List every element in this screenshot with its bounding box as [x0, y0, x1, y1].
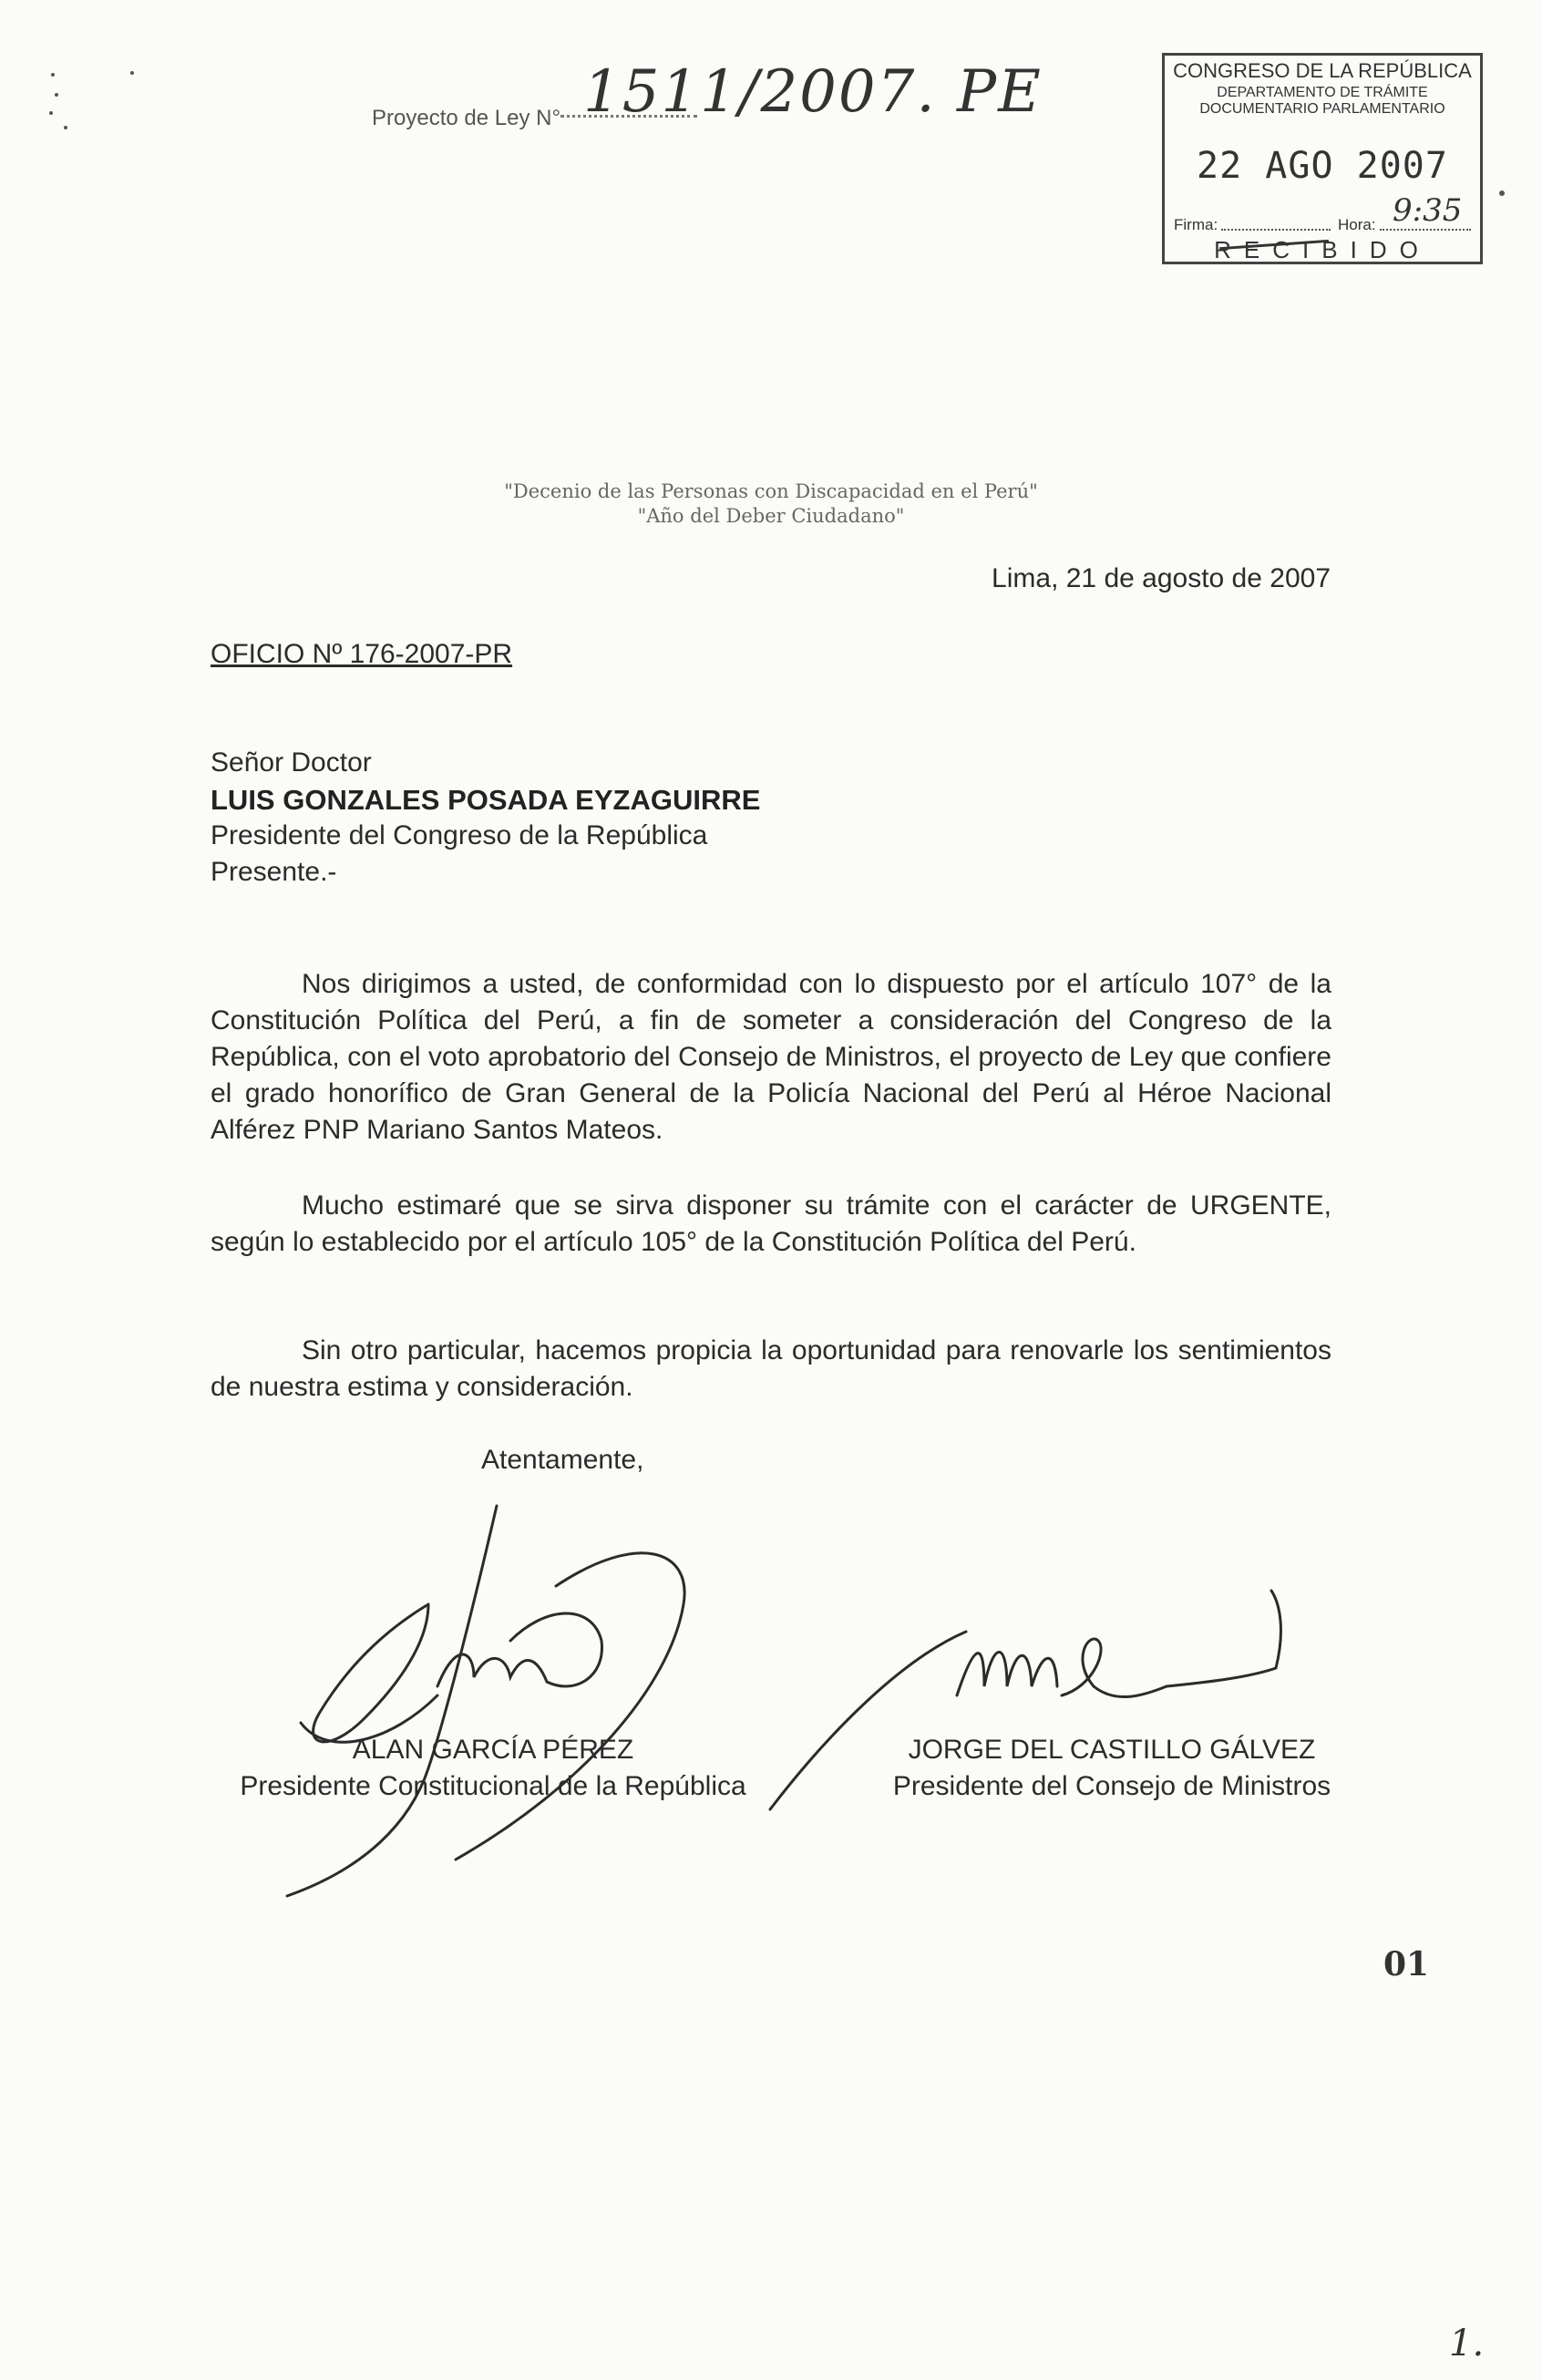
- oficio-number: OFICIO Nº 176-2007-PR: [211, 639, 513, 669]
- page-number: 01: [1383, 1945, 1430, 1983]
- motto-decenio: "Decenio de las Personas con Discapacidad en el Perú": [504, 480, 1038, 502]
- motto-ano: "Año del Deber Ciudadano": [637, 505, 905, 527]
- place-date: Lima, 21 de agosto de 2007: [992, 563, 1331, 593]
- stamp-firma-label: Firma:: [1174, 216, 1218, 233]
- stamp-date: 22 AGO 2007: [1197, 145, 1448, 187]
- salutation: Señor Doctor: [211, 747, 372, 778]
- presente-line: Presente.-: [211, 857, 337, 887]
- speck: [55, 93, 58, 97]
- speck: [64, 126, 67, 129]
- folio-mark: 1.: [1449, 2323, 1485, 2365]
- speck: [1499, 191, 1505, 196]
- speck: [130, 71, 134, 75]
- stamp-hora-label: Hora:: [1338, 216, 1376, 233]
- signer-left-name: ALAN GARCÍA PÉREZ: [352, 1735, 634, 1765]
- closing: Atentamente,: [481, 1445, 644, 1475]
- stamp-time: 9:35: [1393, 192, 1463, 229]
- stamp-department: DEPARTAMENTO DE TRÁMITE: [1217, 85, 1428, 100]
- paragraph-1: Nos dirigimos a usted, de conformidad con lo dispuesto por el artículo 107° de la Constitución Política del Perú, a fin de someter a consideración del Congreso de la República, con el voto aprobatorio del Consejo de Ministros, el proyecto de Ley que confiere el grado honorífico de Gran General de la Policía Nacional del Perú al Héroe Nacional Alférez PNP Mariano Santos Mateos.: [211, 969, 1331, 1145]
- paragraph-2: Mucho estimaré que se sirva disponer su trámite con el carácter de URGENTE, según lo establecido por el artículo 105° de la Constitución Política del Perú.: [211, 1190, 1331, 1257]
- signer-left-title: Presidente Constitucional de la República: [240, 1771, 746, 1801]
- stamp-office: DOCUMENTARIO PARLAMENTARIO: [1199, 101, 1445, 117]
- speck: [49, 111, 53, 115]
- signer-right-title: Presidente del Consejo de Ministros: [892, 1771, 1331, 1801]
- proyecto-label: Proyecto de Ley N°: [372, 106, 561, 130]
- paragraph-3: Sin otro particular, hacemos propicia la oportunidad para renovarle los sentimientos de nuestra estima y consideración.: [211, 1335, 1331, 1402]
- stamp-institution: CONGRESO DE LA REPÚBLICA: [1173, 59, 1472, 82]
- proyecto-number-handwritten: 1511/2007. PE: [583, 58, 1043, 126]
- speck: [51, 73, 55, 77]
- signer-right-name: JORGE DEL CASTILLO GÁLVEZ: [908, 1735, 1316, 1765]
- recipient-name: LUIS GONZALES POSADA EYZAGUIRRE: [211, 784, 761, 816]
- stamp-recibido: RECIBIDO: [1214, 236, 1431, 263]
- recipient-title: Presidente del Congreso de la República: [211, 820, 708, 850]
